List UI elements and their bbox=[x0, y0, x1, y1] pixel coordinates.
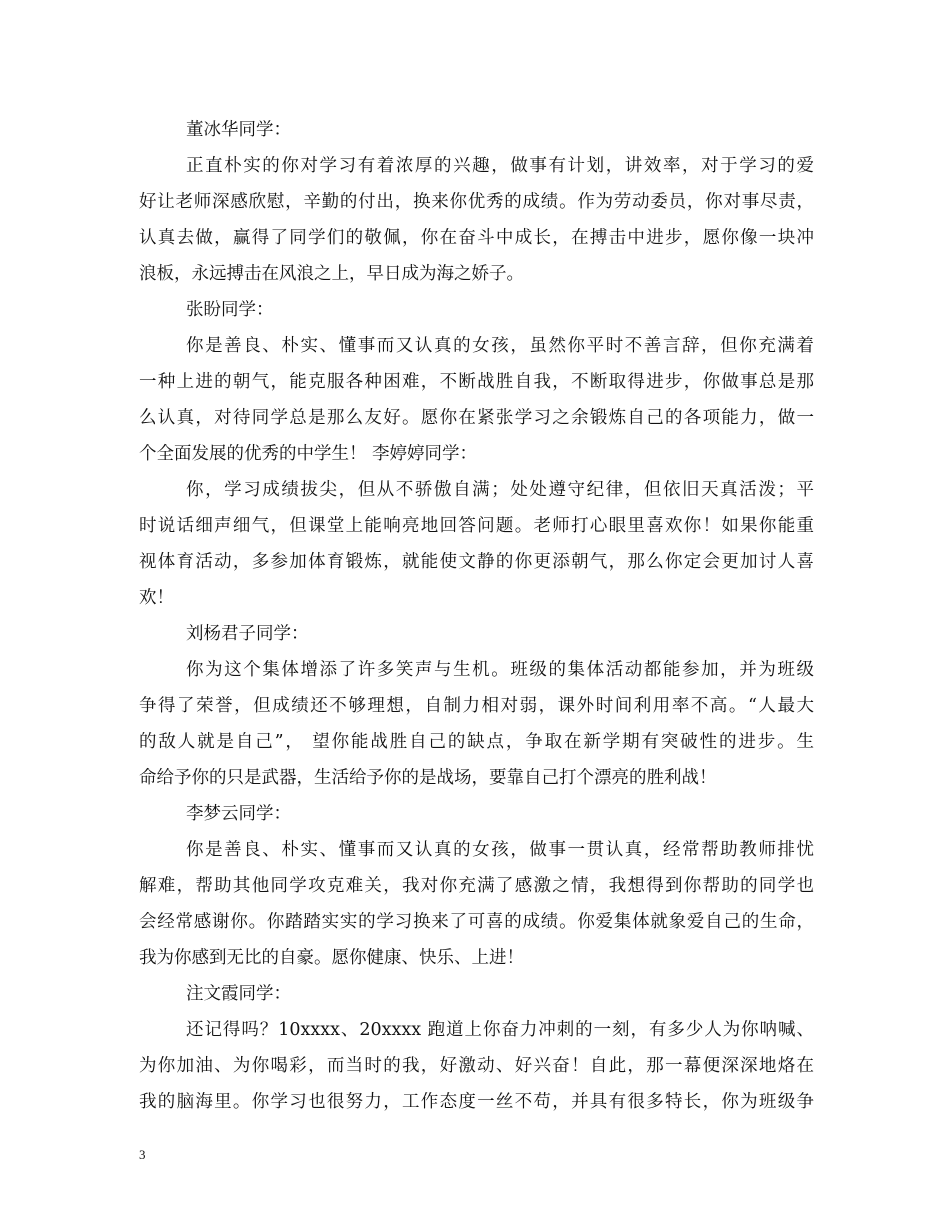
comment-text-line: 么认真，对待同学总是那么友好。愿你在紧张学习之余锻炼自己的各项能力，做一 bbox=[139, 408, 814, 428]
comment-text-line: 正直朴实的你对学习有着浓厚的兴趣，做事有计划，讲效率，对于学习的爱 bbox=[186, 156, 814, 176]
comment-text-line: 一种上进的朝气，能克服各种困难，不断战胜自我，不断取得进步，你做事总是那 bbox=[139, 372, 814, 392]
comment-text-line: 解难，帮助其他同学攻克难关，我对你充满了感激之情，我想得到你帮助的同学也 bbox=[139, 876, 814, 896]
comment-text-line: 浪板，永远搏击在风浪之上，早日成为海之娇子。 bbox=[139, 264, 524, 284]
comment-text-line: 你是善良、朴实、懂事而又认真的女孩，做事一贯认真，经常帮助教师排忧 bbox=[186, 840, 814, 860]
comment-text-line: 你是善良、朴实、懂事而又认真的女孩，虽然你平时不善言辞，但你充满着 bbox=[186, 336, 814, 356]
comment-text-line: 好让老师深感欣慰，辛勤的付出，换来你优秀的成绩。作为劳动委员，你对事尽责， bbox=[139, 192, 814, 212]
student-name-heading: 董冰华同学： bbox=[186, 120, 291, 140]
document-body bbox=[139, 112, 814, 1120]
comment-text-line: 命给予你的只是武器，生活给予你的是战场，要靠自己打个漂亮的胜利战！ bbox=[139, 768, 717, 788]
comment-text-line: 你为这个集体增添了许多笑声与生机。班级的集体活动都能参加，并为班级 bbox=[186, 660, 814, 680]
comment-text-line: 时说话细声细气，但课堂上能响亮地回答问题。老师打心眼里喜欢你！如果你能重 bbox=[139, 516, 814, 536]
comment-text-line: 个全面发展的优秀的中学生！ 李婷婷同学： bbox=[139, 444, 478, 464]
student-name-heading: 李梦云同学： bbox=[186, 804, 291, 824]
student-name-heading: 刘杨君子同学： bbox=[186, 624, 309, 644]
student-name-heading: 注文霞同学： bbox=[186, 984, 291, 1004]
student-name-heading: 张盼同学： bbox=[186, 300, 274, 320]
comment-text-line: 视体育活动，多参加体育锻炼，就能使文静的你更添朝气，那么你定会更加讨人喜 bbox=[139, 552, 814, 572]
comment-text-line: 会经常感谢你。你踏踏实实的学习换来了可喜的成绩。你爱集体就象爱自己的生命， bbox=[139, 912, 814, 932]
comment-text-line: 的敌人就是自己”， 望你能战胜自己的缺点，争取在新学期有突破性的进步。生 bbox=[139, 732, 814, 752]
comment-text-line: 还记得吗？10xxxx、20xxxx 跑道上你奋力冲刺的一刻，有多少人为你呐喊、 bbox=[186, 1020, 814, 1040]
comment-text-line: 我为你感到无比的自豪。愿你健康、快乐、上进！ bbox=[139, 948, 524, 968]
comment-text-line: 争得了荣誉，但成绩还不够理想，自制力相对弱，课外时间利用率不高。“人最大 bbox=[139, 696, 814, 716]
comment-text-line: 我的脑海里。你学习也很努力，工作态度一丝不苟，并具有很多特长，你为班级争 bbox=[139, 1092, 814, 1112]
comment-text-line: 为你加油、为你喝彩，而当时的我，好激动、好兴奋！自此，那一幕便深深地烙在 bbox=[139, 1056, 814, 1076]
page-number: 3 bbox=[139, 1147, 146, 1162]
comment-text-line: 你，学习成绩拔尖，但从不骄傲自满；处处遵守纪律，但依旧天真活泼；平 bbox=[186, 480, 814, 500]
comment-text-line: 认真去做，赢得了同学们的敬佩，你在奋斗中成长，在搏击中进步，愿你像一块冲 bbox=[139, 228, 814, 248]
comment-text-line: 欢！ bbox=[139, 588, 174, 608]
